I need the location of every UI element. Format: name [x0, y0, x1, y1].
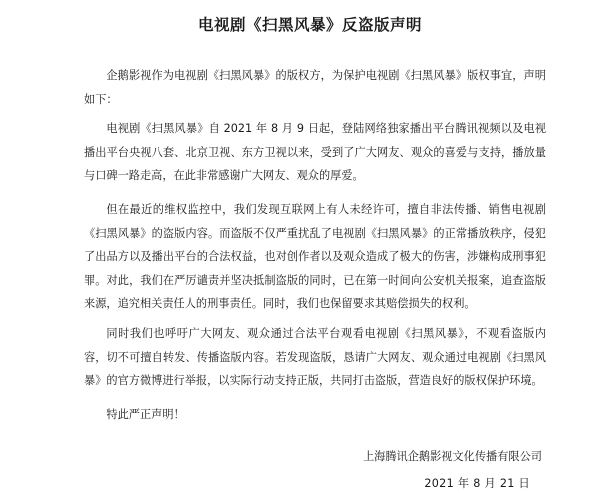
document-title: 电视剧《扫黑风暴》反盗版声明 — [197, 16, 422, 34]
paragraph-broadcast: 电视剧《扫黑风暴》自 2021 年 8 月 9 日起，登陆网络独家播出平台腾讯视频以及电视播出平台央视八套、北京卫视、东方卫视以来，受到了广大网友、观众的喜爱与支持，播放量与口碑一路走高，在此非常感谢广大网友、观众的厚爱。 — [84, 122, 546, 183]
closing-statement: 特此严正声明！ — [106, 407, 185, 421]
signer-company: 上海腾讯企鹅影视文化传播有限公司 — [362, 450, 542, 463]
paragraph-appeal: 同时我们也呼吁广大网友、观众通过合法平台观看电视剧《扫黑风暴》，不观看盗版内容，切不可擅自转发、传播盗版内容。若发现盗版，恳请广大网友、观众通过电视剧《扫黑风暴》的官方微博进行举报，以实际行动支持正版，共同打击盗版，营造良好的版权保护环境。 — [84, 326, 546, 388]
paragraph-piracy: 但在最近的维权监控中，我们发现互联网上有人未经许可，擅自非法传播、销售电视剧《扫黑风暴》的盗版内容。而盗版不仅严重扰乱了电视剧《扫黑风暴》的正常播放秩序，侵犯了出品方以及播出平台的合法权益，也对创作者以及观众造成了极大的伤害，涉嫌构成刑事犯罪。对此，我们在严厉谴责并坚决抵制盗版的同时，已在第一时间向公安机关报案，追查盗版来源，追究相关责任人的刑事责任。同时，我们也保留要求其赔偿损失的权利。 — [84, 202, 546, 311]
signing-date: 2021 年 8 月 21 日 — [424, 477, 530, 490]
paragraph-intro: 企鹅影视作为电视剧《扫黑风暴》的版权方，为保护电视剧《扫黑风暴》版权事宜，声明如下： — [84, 69, 546, 106]
